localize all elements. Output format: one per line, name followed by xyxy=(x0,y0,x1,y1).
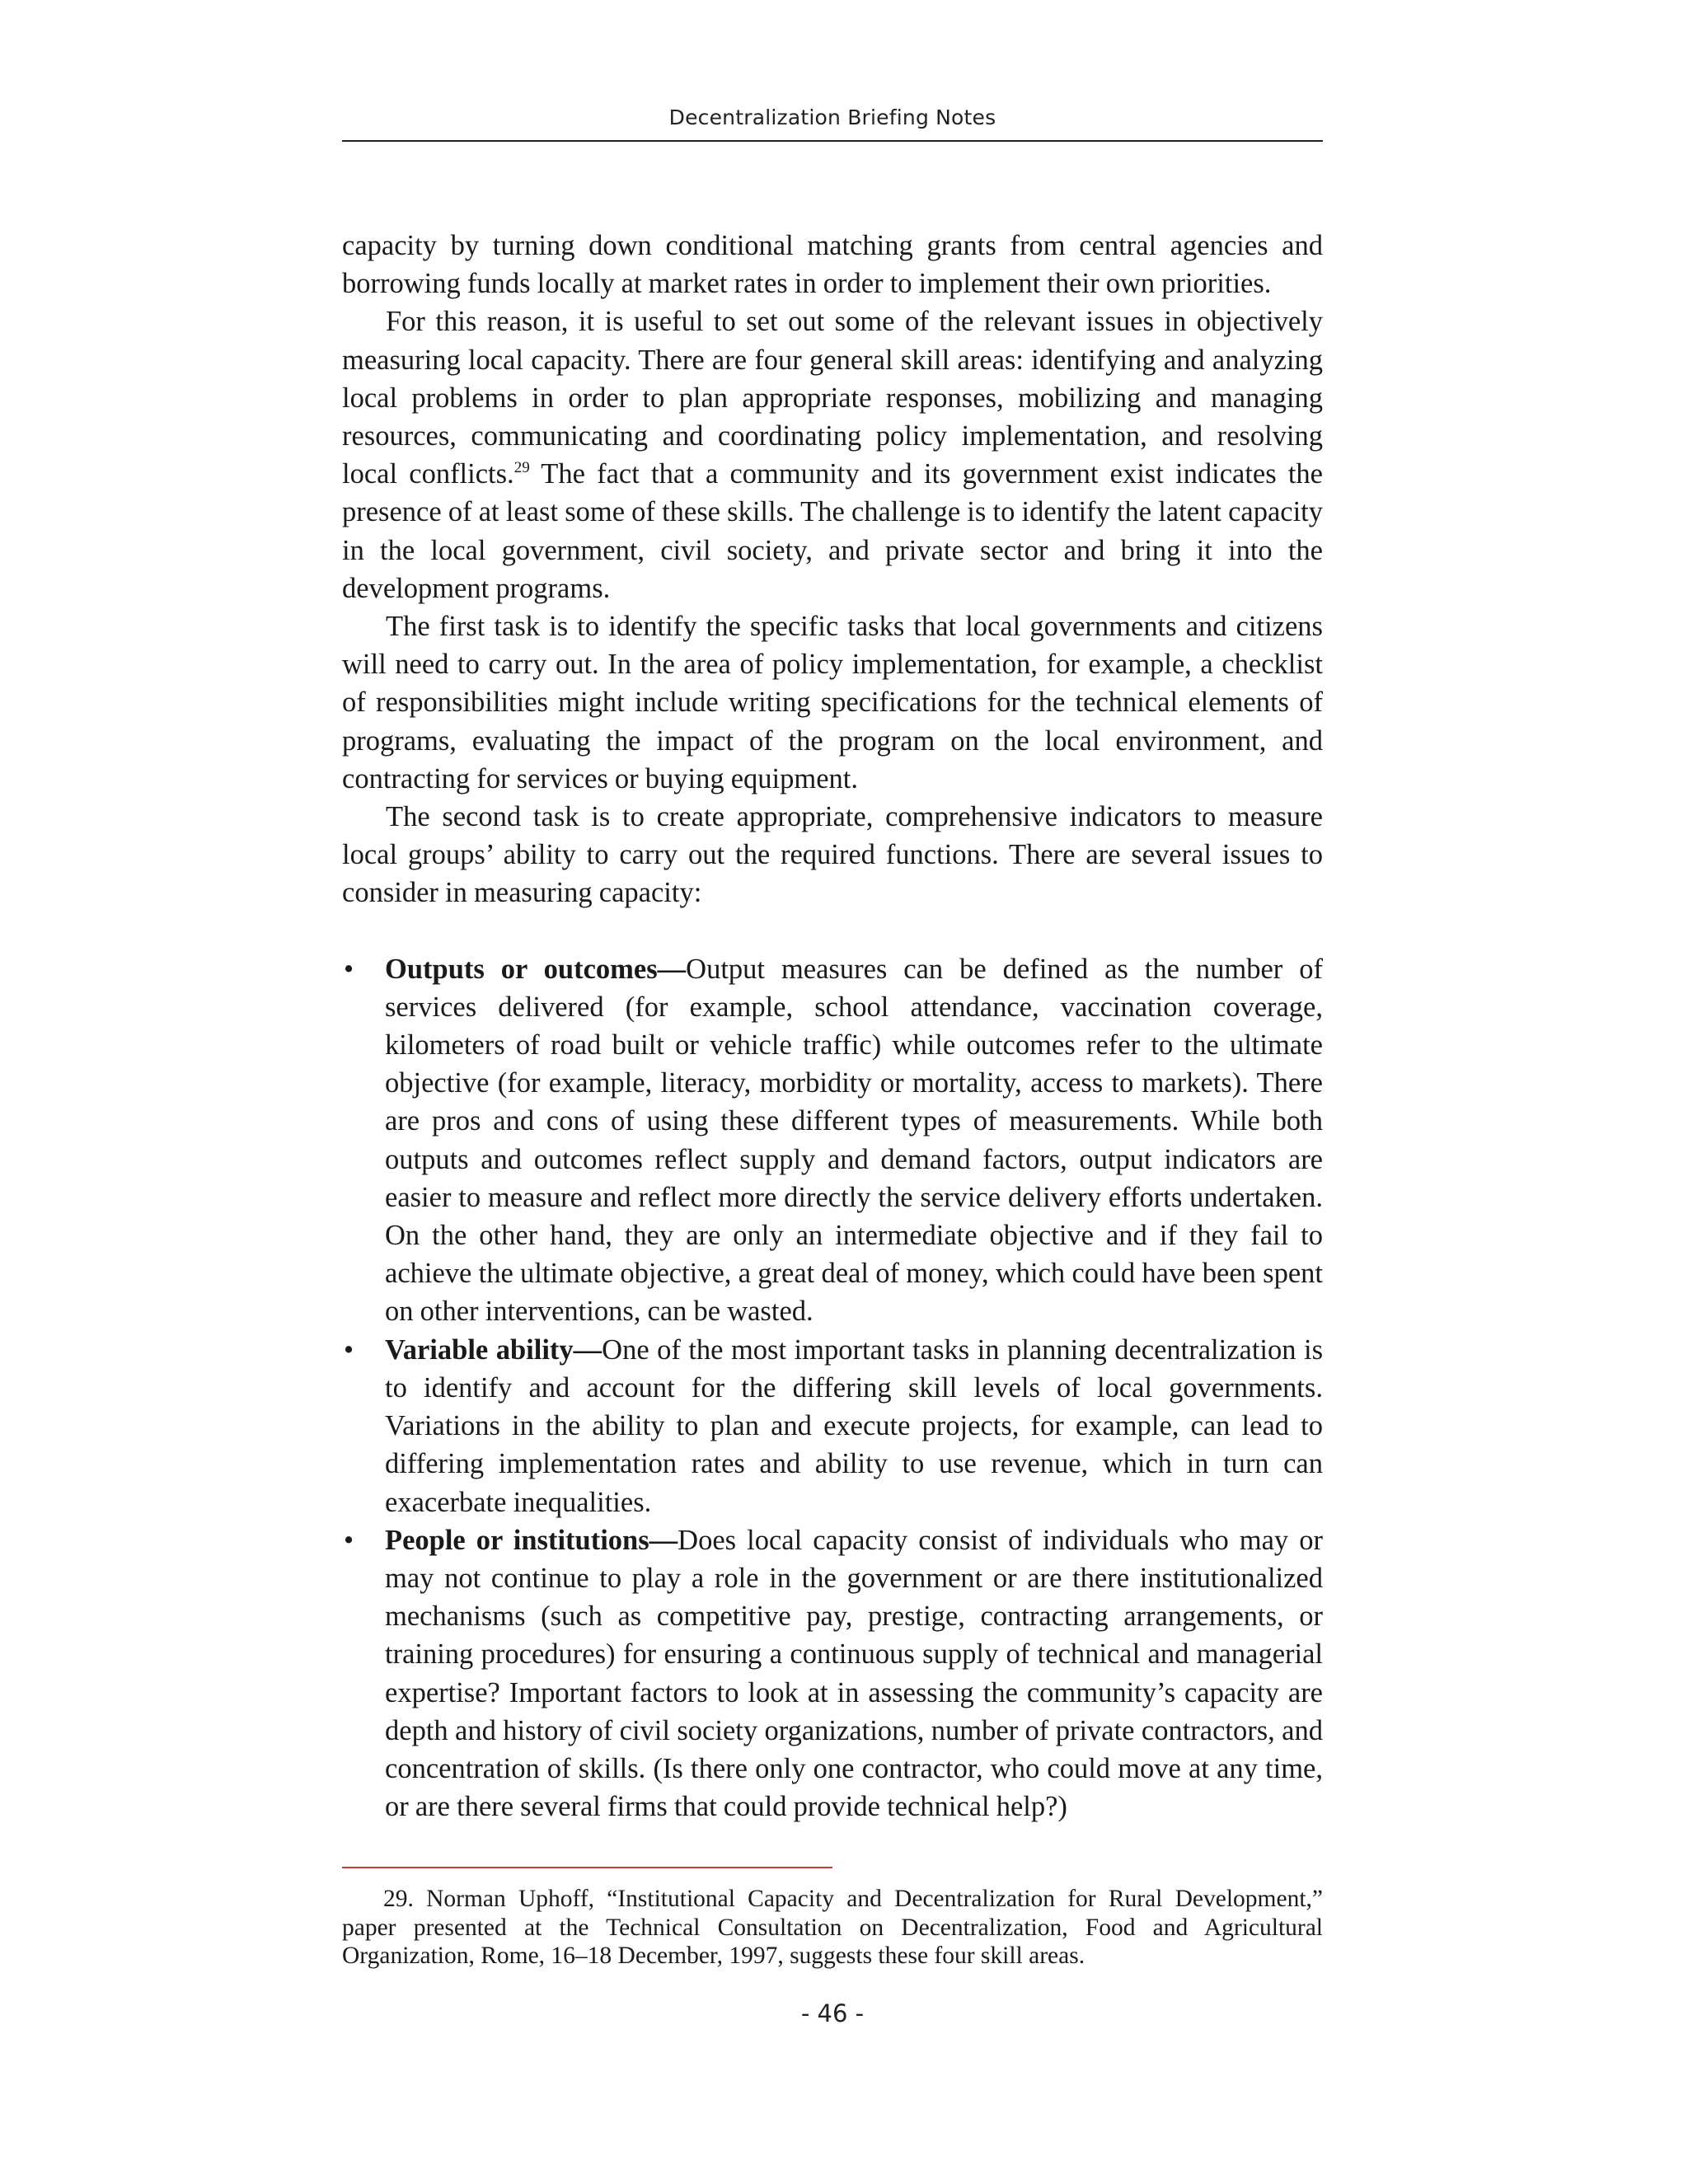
paragraph-2 xyxy=(342,302,1323,607)
bullet-text: One of the most important tasks in planning decentralization is to identify and account for the differing skill levels of local governments. Variations in the ability to plan and execute projects, for example, can lead to differing implementation rates and ability to use revenue, which in turn can exacerbate inequalities. xyxy=(385,1333,1323,1518)
paragraph-2-text-b: The fact that a community and its government exist indicates the presence of at least some of these skills. The challenge is to identify the latent capacity in the local government, civil society, and private sector and bring it into the development programs. xyxy=(342,458,1323,604)
bullet-text: Output measures can be defined as the number of services delivered (for example, school attendance, vaccination coverage, kilometers of road built or vehicle traffic) while outcomes refer to the ultimate objective (for example, literacy, morbidity or mortality, access to markets). There are pros and cons of using these different types of measurements. While both outputs and outcomes reflect supply and demand factors, output indicators are easier to measure and reflect more directly the service delivery efforts undertaken. On the other hand, they are only an intermediate objective and if they fail to achieve the ultimate objective, a great deal of money, which could have been spent on other interventions, can be wasted. xyxy=(385,953,1323,1328)
bullet-item-variable-ability xyxy=(342,1331,1323,1521)
paragraph-2-text-a: For this reason, it is useful to set out some of the relevant issues in objectively measuring local capacity. There are four general skill areas: identifying and analyzing local problems in order to plan appropriate responses, mobilizing and managing resources, communicating and coordinating policy implementation, and resolving local conflicts. xyxy=(342,306,1323,490)
bullet-item-people-institutions xyxy=(342,1521,1323,1826)
bullet-icon: • xyxy=(344,953,354,985)
bullet-text: Does local capacity consist of individuals who may or may not continue to play a role in the government or are there institutionalized mechanisms (such as competitive pay, prestige, contracting arrangements, or training procedures) for ensuring a continuous supply of technical and managerial expertise? Important factors to look at in assessing the community’s capacity are depth and history of civil society organizations, number of private contractors, and concentration of skills. (Is there only one contractor, who could move at any time, or are there several firms that could provide technical help?) xyxy=(385,1524,1323,1823)
bullet-icon: • xyxy=(344,1333,354,1366)
bullet-icon: • xyxy=(344,1524,354,1556)
paragraph-4: The second task is to create appropriate, comprehensive indicators to measure local groups’ ability to carry out the required functions. There are several issues to consider in measuring capacity: xyxy=(342,801,1323,909)
footnote-text: 29. Norman Uphoff, “Institutional Capacity and Decentralization for Rural Development,” paper presented at the Technical Consultation on Decentralization, Food and Agricultural Organization, Rome, 16–18 December, 1997, suggests these four skill areas. xyxy=(342,1886,1323,1969)
running-head: Decentralization Briefing Notes xyxy=(668,105,996,129)
paragraph-1: capacity by turning down conditional matching grants from central agencies and borrowing funds locally at market rates in order to implement their own priorities. xyxy=(342,230,1323,300)
bullet-term: Variable ability— xyxy=(385,1333,603,1366)
bullet-term: Outputs or outcomes— xyxy=(385,953,687,985)
footnote xyxy=(342,1885,1323,1971)
main-text xyxy=(342,227,1323,1825)
footnote-reference: 29 xyxy=(513,459,530,477)
page-number: - 46 - xyxy=(800,1999,865,2027)
footnote-rule xyxy=(342,1867,832,1868)
bullet-item-outputs xyxy=(342,950,1323,1331)
bullet-list xyxy=(342,950,1323,1826)
header-rule xyxy=(342,140,1323,142)
bullet-term: People or institutions— xyxy=(385,1524,678,1556)
paragraph-3: The first task is to identify the specific tasks that local governments and citizens will need to carry out. In the area of policy implementation, for example, a checklist of responsibilities might include writing specifications for the technical elements of programs, evaluating the impact of the program on the local environment, and contracting for services or buying equipment. xyxy=(342,611,1323,794)
